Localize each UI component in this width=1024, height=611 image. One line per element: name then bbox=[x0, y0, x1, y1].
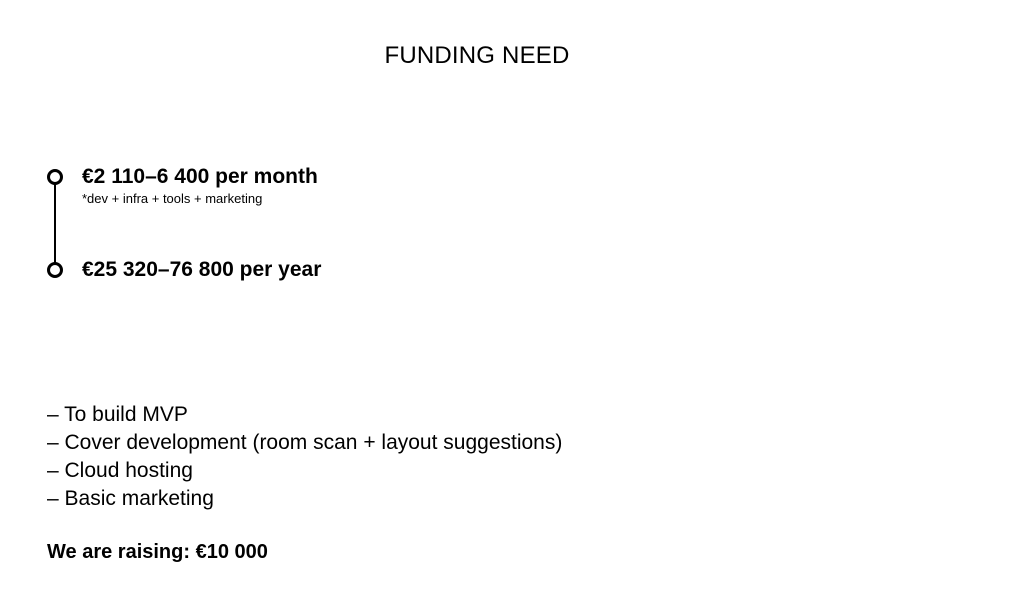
list-item: – To build MVP bbox=[47, 403, 188, 426]
list-item: – Basic marketing bbox=[47, 487, 214, 510]
yearly-funding-figure: €25 320–76 800 per year bbox=[82, 258, 322, 281]
timeline-node-circle-icon bbox=[47, 262, 63, 278]
page-title: FUNDING NEED bbox=[384, 42, 570, 69]
timeline-connector bbox=[54, 176, 56, 271]
list-item: – Cloud hosting bbox=[47, 459, 193, 482]
raising-amount: We are raising: €10 000 bbox=[47, 541, 268, 563]
timeline-node-circle-icon bbox=[47, 169, 63, 185]
monthly-funding-figure: €2 110–6 400 per month bbox=[82, 165, 318, 188]
list-item: – Cover development (room scan + layout suggestions) bbox=[47, 431, 563, 454]
monthly-funding-note: *dev + infra + tools + marketing bbox=[82, 191, 263, 206]
funding-uses-list bbox=[47, 401, 562, 513]
